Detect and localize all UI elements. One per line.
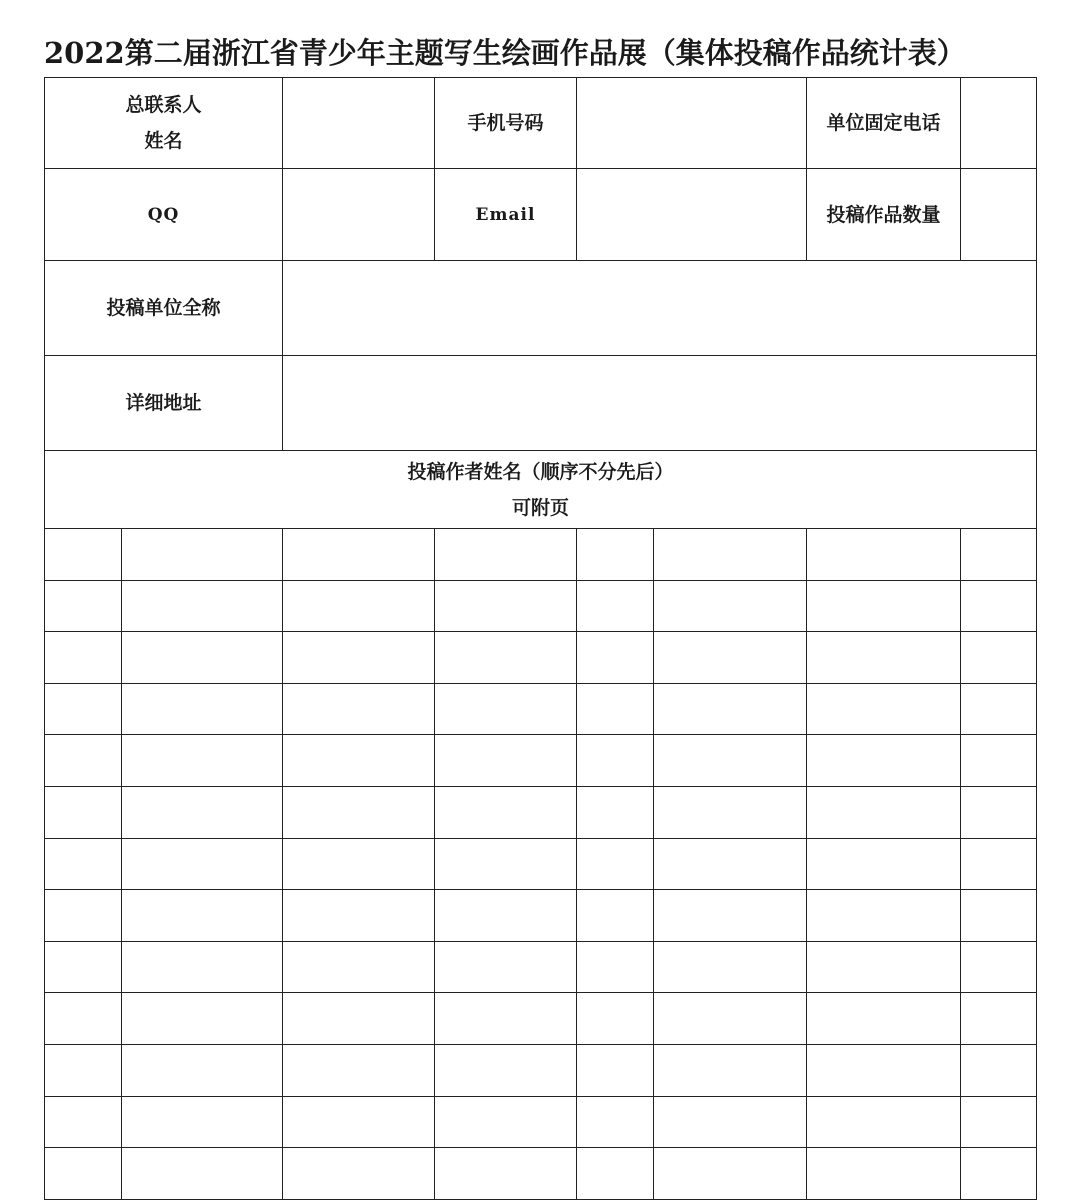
author-grid-cell[interactable] — [45, 735, 122, 786]
author-grid-cell[interactable] — [654, 684, 807, 735]
author-grid-cell[interactable] — [961, 942, 1036, 993]
authors-header-line1: 投稿作者姓名（顺序不分先后） — [407, 460, 674, 483]
author-grid-row — [44, 890, 1037, 942]
author-name-grid — [44, 529, 1037, 1200]
author-grid-cell[interactable] — [283, 839, 435, 890]
author-grid-cell[interactable] — [283, 1097, 435, 1148]
author-grid-cell[interactable] — [961, 735, 1036, 786]
author-grid-cell[interactable] — [807, 1097, 961, 1148]
qq-email-row — [44, 169, 1037, 261]
author-grid-row — [44, 1097, 1037, 1149]
author-grid-cell[interactable] — [283, 1148, 435, 1199]
author-grid-cell[interactable] — [283, 684, 435, 735]
address-row — [44, 356, 1037, 451]
author-grid-cell[interactable] — [654, 993, 807, 1044]
author-grid-cell[interactable] — [807, 684, 961, 735]
author-grid-cell[interactable] — [435, 735, 577, 786]
author-grid-cell[interactable] — [961, 1097, 1036, 1148]
author-grid-cell[interactable] — [122, 890, 283, 941]
author-grid-cell[interactable] — [961, 529, 1036, 580]
author-grid-cell[interactable] — [577, 839, 654, 890]
author-grid-cell[interactable] — [45, 529, 122, 580]
author-grid-cell[interactable] — [435, 890, 577, 941]
author-grid-cell[interactable] — [961, 1045, 1036, 1096]
author-grid-row — [44, 684, 1037, 736]
author-grid-cell[interactable] — [577, 581, 654, 632]
author-grid-cell[interactable] — [283, 787, 435, 838]
author-grid-cell[interactable] — [435, 529, 577, 580]
author-grid-cell[interactable] — [122, 684, 283, 735]
author-grid-cell[interactable] — [435, 942, 577, 993]
address-field[interactable] — [283, 356, 1036, 450]
author-grid-cell[interactable] — [45, 993, 122, 1044]
submission-form-table — [44, 77, 1037, 1200]
author-grid-cell[interactable] — [654, 632, 807, 683]
author-grid-cell[interactable] — [577, 890, 654, 941]
author-grid-cell[interactable] — [807, 1045, 961, 1096]
author-grid-cell[interactable] — [122, 632, 283, 683]
author-grid-cell[interactable] — [122, 735, 283, 786]
unit-phone-label: 单位固定电话 — [807, 78, 961, 168]
author-grid-row — [44, 839, 1037, 891]
authors-header-row — [44, 451, 1037, 529]
author-grid-cell[interactable] — [283, 1045, 435, 1096]
contact-name-label-line2: 姓名 — [144, 130, 183, 152]
author-grid-cell[interactable] — [45, 890, 122, 941]
author-grid-cell[interactable] — [654, 839, 807, 890]
author-grid-cell[interactable] — [283, 890, 435, 941]
author-grid-cell[interactable] — [654, 942, 807, 993]
author-grid-cell[interactable] — [45, 684, 122, 735]
unit-name-row — [44, 261, 1037, 356]
author-grid-cell[interactable] — [961, 839, 1036, 890]
author-grid-cell[interactable] — [577, 787, 654, 838]
unit-phone-field[interactable] — [961, 78, 1036, 168]
author-grid-cell[interactable] — [807, 993, 961, 1044]
author-grid-cell[interactable] — [45, 787, 122, 838]
author-grid-cell[interactable] — [435, 684, 577, 735]
author-grid-cell[interactable] — [283, 993, 435, 1044]
author-grid-cell[interactable] — [961, 993, 1036, 1044]
author-grid-cell[interactable] — [577, 942, 654, 993]
author-grid-cell[interactable] — [283, 581, 435, 632]
author-grid-cell[interactable] — [961, 581, 1036, 632]
author-grid-cell[interactable] — [435, 1045, 577, 1096]
author-grid-cell[interactable] — [122, 1148, 283, 1199]
author-grid-cell[interactable] — [654, 1097, 807, 1148]
author-grid-cell[interactable] — [654, 581, 807, 632]
author-grid-cell[interactable] — [807, 787, 961, 838]
author-grid-row — [44, 581, 1037, 633]
unit-name-label: 投稿单位全称 — [45, 261, 283, 355]
author-grid-cell[interactable] — [122, 993, 283, 1044]
author-grid-cell[interactable] — [654, 1148, 807, 1199]
author-grid-cell[interactable] — [45, 1097, 122, 1148]
author-grid-cell[interactable] — [435, 632, 577, 683]
author-grid-cell[interactable] — [45, 942, 122, 993]
author-grid-cell[interactable] — [122, 529, 283, 580]
author-grid-cell[interactable] — [435, 787, 577, 838]
unit-name-field[interactable] — [283, 261, 1036, 355]
author-grid-cell[interactable] — [122, 581, 283, 632]
author-grid-row — [44, 1148, 1037, 1200]
author-grid-cell[interactable] — [45, 632, 122, 683]
page-title: 2022第二届浙江省青少年主题写生绘画作品展（集体投稿作品统计表） — [44, 36, 966, 70]
author-grid-cell[interactable] — [435, 1097, 577, 1148]
author-grid-cell[interactable] — [283, 529, 435, 580]
author-grid-cell[interactable] — [122, 1045, 283, 1096]
count-label: 投稿作品数量 — [807, 169, 961, 260]
contact-name-label-line1: 总联系人 — [125, 94, 202, 116]
qq-label: QQ — [45, 169, 283, 260]
contact-name-field[interactable] — [283, 78, 435, 168]
mobile-label: 手机号码 — [435, 78, 577, 168]
author-grid-cell[interactable] — [435, 1148, 577, 1199]
count-field[interactable] — [961, 169, 1036, 260]
author-grid-cell[interactable] — [807, 839, 961, 890]
author-grid-row — [44, 942, 1037, 994]
author-grid-cell[interactable] — [807, 529, 961, 580]
author-grid-row — [44, 787, 1037, 839]
author-grid-cell[interactable] — [45, 839, 122, 890]
author-grid-cell[interactable] — [961, 684, 1036, 735]
author-grid-cell[interactable] — [807, 890, 961, 941]
author-grid-cell[interactable] — [577, 1045, 654, 1096]
author-grid-cell[interactable] — [961, 787, 1036, 838]
authors-header-line2: 可附页 — [511, 496, 569, 519]
author-grid-cell[interactable] — [435, 839, 577, 890]
author-grid-cell[interactable] — [435, 581, 577, 632]
author-grid-cell[interactable] — [807, 942, 961, 993]
author-grid-row — [44, 993, 1037, 1045]
author-grid-cell[interactable] — [45, 1045, 122, 1096]
author-grid-cell[interactable] — [654, 529, 807, 580]
author-grid-cell[interactable] — [122, 942, 283, 993]
author-grid-cell[interactable] — [654, 735, 807, 786]
author-grid-cell[interactable] — [577, 1097, 654, 1148]
author-grid-cell[interactable] — [577, 684, 654, 735]
contact-name-label-cell — [45, 78, 283, 168]
author-grid-row — [44, 529, 1037, 581]
author-grid-cell[interactable] — [283, 632, 435, 683]
contact-row — [44, 77, 1037, 169]
author-grid-cell[interactable] — [577, 632, 654, 683]
author-grid-cell[interactable] — [807, 632, 961, 683]
author-grid-cell[interactable] — [807, 581, 961, 632]
author-grid-cell[interactable] — [122, 1097, 283, 1148]
address-label: 详细地址 — [45, 356, 283, 450]
author-grid-cell[interactable] — [807, 735, 961, 786]
author-grid-cell[interactable] — [45, 581, 122, 632]
author-grid-cell[interactable] — [435, 993, 577, 1044]
author-grid-cell[interactable] — [122, 839, 283, 890]
author-grid-cell[interactable] — [122, 787, 283, 838]
author-grid-cell[interactable] — [577, 529, 654, 580]
author-grid-cell[interactable] — [654, 1045, 807, 1096]
author-grid-cell[interactable] — [577, 993, 654, 1044]
author-grid-row — [44, 632, 1037, 684]
author-grid-cell[interactable] — [961, 890, 1036, 941]
author-grid-cell[interactable] — [654, 890, 807, 941]
author-grid-cell[interactable] — [654, 787, 807, 838]
author-grid-cell[interactable] — [807, 1148, 961, 1199]
author-grid-row — [44, 735, 1037, 787]
author-grid-row — [44, 1045, 1037, 1097]
authors-header-cell — [45, 451, 1036, 528]
mobile-field[interactable] — [577, 78, 807, 168]
author-grid-cell[interactable] — [283, 735, 435, 786]
author-grid-cell[interactable] — [577, 1148, 654, 1199]
qq-field[interactable] — [283, 169, 435, 260]
author-grid-cell[interactable] — [961, 632, 1036, 683]
email-field[interactable] — [577, 169, 807, 260]
author-grid-cell[interactable] — [45, 1148, 122, 1199]
author-grid-cell[interactable] — [961, 1148, 1036, 1199]
author-grid-cell[interactable] — [283, 942, 435, 993]
author-grid-cell[interactable] — [577, 735, 654, 786]
email-label: Email — [435, 169, 577, 260]
